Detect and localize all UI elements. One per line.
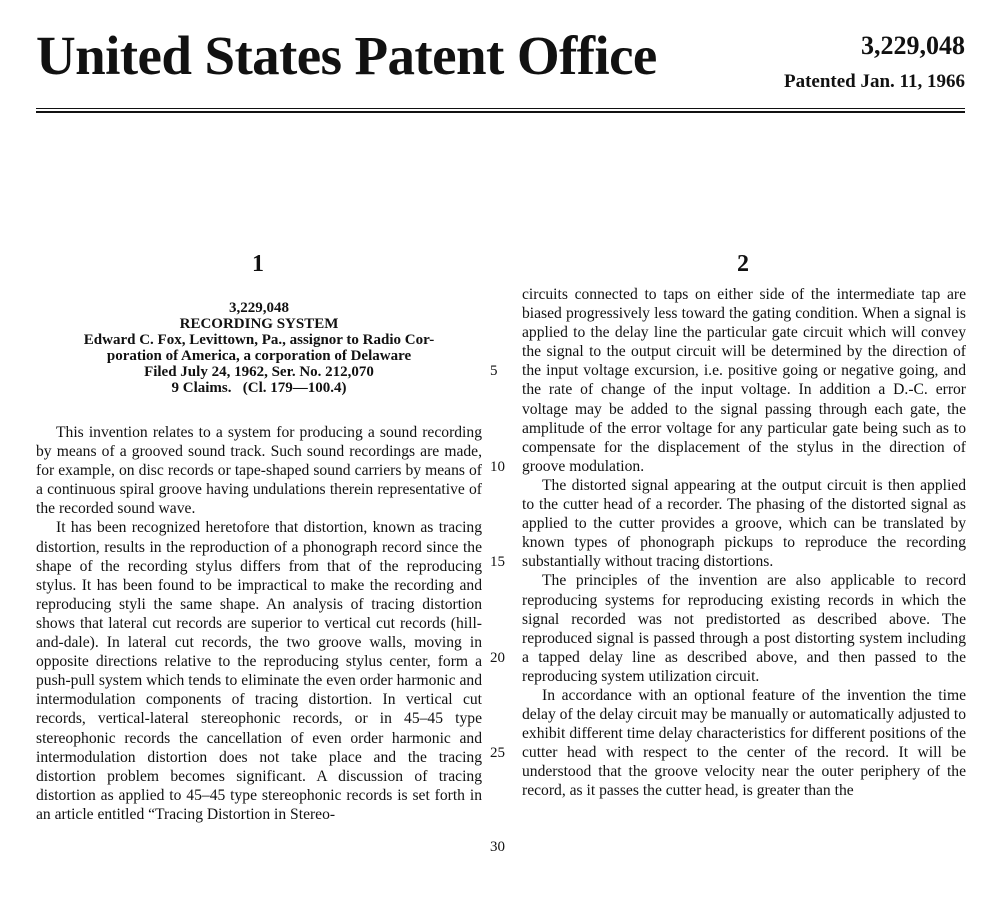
column-number-left: 1 xyxy=(252,251,264,277)
paragraph: In accordance with an optional feature of the invention the time delay of the delay circuit may be manually or automatically adjusted to exhibit different time delay characteristics for different positions of the cutter head with respect to the center of the record. It will be understood that the groove velocity near the outer periphery of the record, as it passes the cutter head, is greater than the xyxy=(522,686,966,800)
right-column-text xyxy=(522,285,966,801)
bib-title: RECORDING SYSTEM xyxy=(179,316,339,332)
bib-inventor-line2: poration of America, a corporation of Delaware xyxy=(106,348,412,364)
bib-filed: Filed July 24, 1962, Ser. No. 212,070 xyxy=(144,364,374,380)
header-rule xyxy=(36,108,965,113)
line-number: 5 xyxy=(490,363,498,379)
patent-number: 3,229,048 xyxy=(861,31,965,60)
line-number: 30 xyxy=(490,839,505,855)
paragraph: circuits connected to taps on either side of the intermediate tap are biased progressively less toward the gating condition. When a signal is applied to the delay line the particular gate circuit which will convey the signal to the output circuit will be determined by the direction of the input voltage excursion, i.e. positive going or negative going, and the rate of change of the input voltage. In addition a D.-C. error voltage may be added to the signal passing through each gate, the amplitude of the error voltage for any particular gate being such as to compensate for the displacement of the stylus in the direction of groove modulation. xyxy=(522,286,966,475)
paragraph: The principles of the invention are also applicable to record reproducing systems for reproducing existing records in which the signal recorded was not predistorted as described above. The reproduced signal is passed through a post distorting system including a tapped delay line as described above, and then passed to the reproducing system utilization circuit. xyxy=(522,572,966,685)
line-number: 15 xyxy=(490,554,505,570)
left-column-text xyxy=(36,423,482,824)
column-number-right: 2 xyxy=(737,251,749,277)
office-heading: United States Patent Office xyxy=(36,25,657,86)
patented-date: Patented Jan. 11, 1966 xyxy=(783,71,965,92)
line-number: 25 xyxy=(490,745,505,761)
bib-claims: 9 Claims. (Cl. 179—100.4) xyxy=(171,380,347,396)
paragraph: This invention relates to a system for producing a sound recording by means of a grooved sound track. Such sound recordings are made, for example, on disc records or tape-shaped sound carriers by means of a continuous spiral groove having undulations therein representative of the recorded sound wave. xyxy=(36,424,482,518)
bib-inventor-line1: Edward C. Fox, Levittown, Pa., assignor to Radio Cor- xyxy=(83,332,435,348)
bibliographic-header xyxy=(36,300,482,396)
paragraph: The distorted signal appearing at the output circuit is then applied to the cutter head of a recorder. The phasing of the distorted signal as applied to the cutter provides a groove, which can be translated by known types of phonograph pickups to reproduce the recording substantially without tracing distortions. xyxy=(522,476,966,571)
line-number: 20 xyxy=(490,650,505,666)
line-number: 10 xyxy=(490,459,505,475)
paragraph: It has been recognized heretofore that distortion, known as tracing distortion, results in the reproduction of a phonograph record since the shape of the recording stylus differs from that of the reproducing stylus. It has been found to be impractical to make the recording and reproducing styli the same shape. An analysis of tracing distortion shows that lateral cut records are superior to vertical cut records (hill-and-dale). In lateral cut records, the two groove walls, moving in opposite directions relative to the reproducing stylus center, form a push-pull system which tends to eliminate the even order harmonic and intermodulation components of tracing distortion. In vertical cut records, vertical-lateral stereophonic records, or in 45–45 type stereophonic records the cancellation of even order harmonic and intermodulation distortion does not take place and the tracing distortion problem becomes significant. A discussion of tracing distortion as applied to 45–45 type stereophonic records is set forth in an article entitled “Tracing Distortion in Stereo- xyxy=(36,519,482,823)
bib-number: 3,229,048 xyxy=(229,300,289,316)
